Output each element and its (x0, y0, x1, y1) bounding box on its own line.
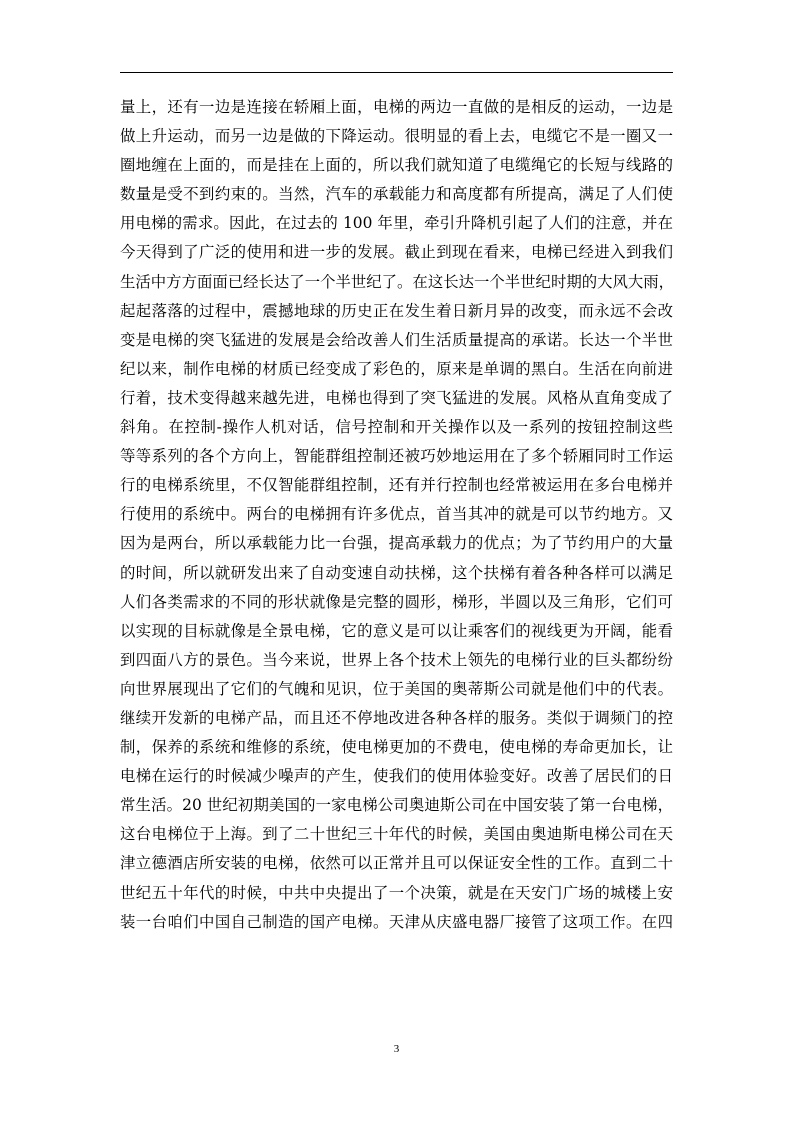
text-line: 津立德酒店所安装的电梯，依然可以正常并且可以保证安全性的工作。直到二十 (120, 854, 673, 873)
text-line: 装一台咱们中国自己制造的国产电梯。天津从庆盛电器厂接管了这项工作。在四 (120, 912, 673, 931)
text-line: 做上升运动，而另一边是做的下降运动。很明显的看上去，电缆它不是一圈又一 (120, 127, 673, 146)
text-line: 以实现的目标就像是全景电梯，它的意义是可以让乘客们的视线更为开阔，能看 (120, 621, 673, 640)
text-line: 行的电梯系统里，不仅智能群组控制，还有并行控制也经常被运用在多台电梯并 (120, 476, 673, 495)
text-line: 斜角。在控制-操作人机对话，信号控制和开关操作以及一系列的按钮控制这些 (120, 418, 673, 437)
text-line: 圈地缠在上面的，而是挂在上面的，所以我们就知道了电缆绳它的长短与线路的 (120, 156, 673, 175)
body-text (120, 93, 673, 937)
text-line: 变是电梯的突飞猛进的发展是会给改善人们生活质量提高的承诺。长达一个半世 (120, 330, 673, 349)
text-line: 电梯在运行的时候减少噪声的产生，使我们的使用体验变好。改善了居民们的日 (120, 767, 673, 786)
page-number: 3 (393, 1043, 400, 1055)
text-line: 起起落落的过程中，震撼地球的历史正在发生着日新月异的改变，而永远不会改 (120, 301, 673, 320)
text-line: 常生活。20 世纪初期美国的一家电梯公司奥迪斯公司在中国安装了第一台电梯， (120, 796, 673, 815)
header-rule (120, 72, 673, 73)
text-line: 纪以来，制作电梯的材质已经变成了彩色的，原来是单调的黑白。生活在向前进 (120, 359, 673, 378)
text-line: 人们各类需求的不同的形状就像是完整的圆形，梯形，半圆以及三角形，它们可 (120, 592, 673, 611)
text-line: 今天得到了广泛的使用和进一步的发展。截止到现在看来，电梯已经进入到我们 (120, 243, 673, 262)
text-line: 生活中方方面面已经长达了一个半世纪了。在这长达一个半世纪时期的大风大雨， (120, 272, 675, 291)
text-line: 数量是受不到约束的。当然，汽车的承载能力和高度都有所提高，满足了人们使 (120, 185, 673, 204)
text-line: 制，保养的系统和维修的系统，使电梯更加的不费电，使电梯的寿命更加长，让 (120, 738, 673, 757)
text-line: 这台电梯位于上海。到了二十世纪三十年代的时候，美国由奥迪斯电梯公司在天 (120, 825, 673, 844)
text-line: 因为是两台，所以承载能力比一台强，提高承载力的优点；为了节约用户的大量 (120, 534, 673, 553)
text-line: 世纪五十年代的时候，中共中央提出了一个决策，就是在天安门广场的城楼上安 (120, 883, 673, 902)
text-line: 的时间，所以就研发出来了自动变速自动扶梯，这个扶梯有着各种各样可以满足 (120, 563, 673, 582)
text-line: 行着，技术变得越来越先进，电梯也得到了突飞猛进的发展。风格从直角变成了 (120, 388, 673, 407)
text-line: 等等系列的各个方向上，智能群组控制还被巧妙地运用在了多个轿厢同时工作运 (120, 447, 673, 466)
text-line: 量上，还有一边是连接在轿厢上面，电梯的两边一直做的是相反的运动，一边是 (120, 98, 673, 116)
text-line: 行使用的系统中。两台的电梯拥有许多优点，首当其冲的就是可以节约地方。又 (120, 505, 673, 524)
text-line: 继续开发新的电梯产品，而且还不停地改进各种各样的服务。类似于调频门的控 (120, 708, 673, 727)
text-line: 向世界展现出了它们的气魄和见识，位于美国的奥蒂斯公司就是他们中的代表。 (120, 679, 673, 698)
text-line: 用电梯的需求。因此，在过去的 100 年里，牵引升降机引起了人们的注意，并在 (120, 214, 673, 233)
text-line: 到四面八方的景色。当今来说，世界上各个技术上领先的电梯行业的巨头都纷纷 (120, 650, 673, 669)
